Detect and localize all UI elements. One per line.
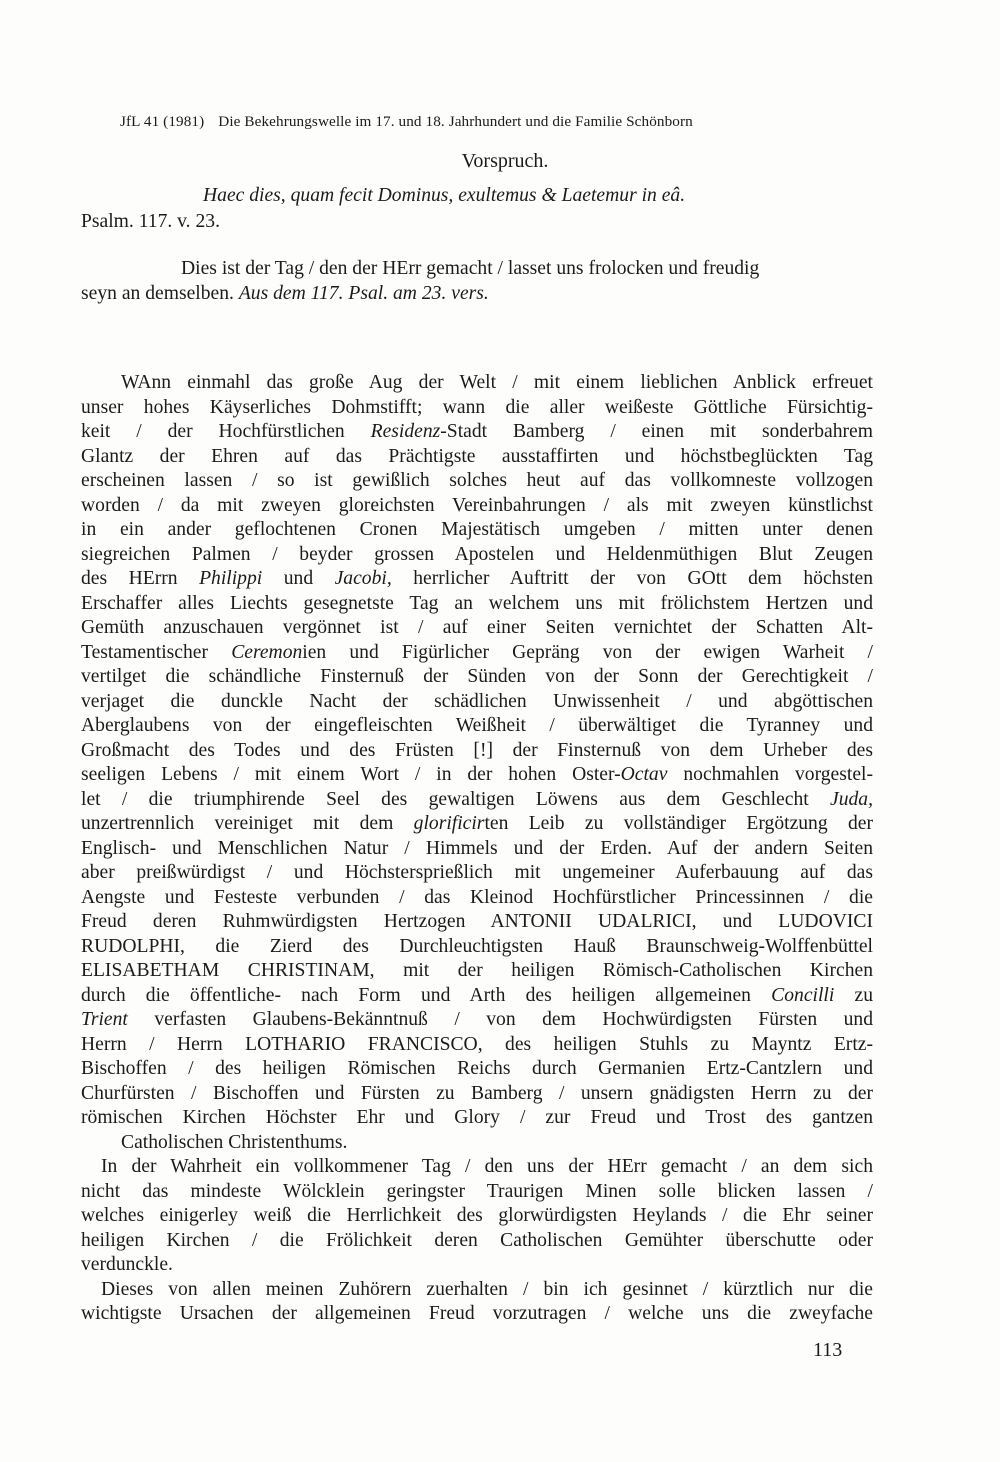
page-number: 113	[813, 1339, 843, 1361]
text-line: erscheinen lassen / so ist gewißlich solches heut auf das vollkomneste vollzogen	[81, 470, 873, 491]
text-line: in ein ander geflochtenen Cronen Majestätisch umgeben / mitten unter denen	[81, 519, 873, 540]
text-line: seeligen Lebens / mit einem Wort / in der hohen Oster-Octav nochmahlen vorgestel-	[81, 764, 873, 785]
text-line: Aberglaubens von der eingefleischten Weißheit / überwältiget die Tyranney und	[81, 715, 873, 736]
text-line: vertilget die schändliche Finsternuß der Sünden von der Sonn der Gerechtigkeit /	[81, 666, 873, 687]
text-line: unzertrennlich vereiniget mit dem glorificirten Leib zu vollständiger Ergötzung der	[81, 813, 873, 834]
text-line: heiligen Kirchen / die Frölichkeit deren Catholischen Gemühter überschutte oder	[81, 1230, 873, 1251]
text-line: Glantz der Ehren auf das Prächtigste ausstaffirten und höchstbeglückten Tag	[81, 446, 873, 467]
psalm-reference: Aus dem 117. Psal. am 23. vers.	[238, 283, 489, 304]
text-line: ELISABETHAM CHRISTINAM, mit der heiligen Römisch-Catholischen Kirchen	[81, 960, 873, 981]
text-line: Herrn / Herrn LOTHARIO FRANCISCO, des heiligen Stuhls zu Mayntz Ertz-	[81, 1034, 873, 1055]
text-line: Englisch- und Menschlichen Natur / Himmels und der Erden. Auf der andern Seiten	[81, 838, 873, 859]
text-line: Testamentischer Ceremonien und Figürlicher Gepräng von der ewigen Warheit /	[81, 642, 873, 663]
text-line: Aengste und Festeste verbunden / das Kleinod Hochfürstlicher Princessinnen / die	[81, 887, 873, 908]
text-line: let / die triumphirende Seel des gewaltigen Löwens aus dem Geschlecht Juda,	[81, 789, 873, 810]
running-head	[120, 113, 860, 131]
text-line: In der Wahrheit ein vollkommener Tag / den uns der HErr gemacht / an dem sich	[101, 1156, 873, 1177]
text-line: keit / der Hochfürstlichen Residenz-Stadt Bamberg / einen mit sonderbahrem	[81, 421, 873, 442]
text-line: Erschaffer alles Liechts gesegnetste Tag an welchem uns mit frölichstem Hertzen und	[81, 593, 873, 614]
text-line: Bischoffen / des heiligen Römischen Reichs durch Germanien Ertz-Cantzlern und	[81, 1058, 873, 1079]
text-line: Freud deren Ruhmwürdigsten Hertzogen ANTONII UDALRICI, und LUDOVICI	[81, 911, 873, 932]
text-line: Großmacht des Todes und des Früsten [!] der Finsternuß von dem Urheber des	[81, 740, 873, 761]
motto-latin: Haec dies, quam fecit Dominus, exultemus & Laetemur in eâ.	[203, 185, 686, 206]
text-line: welches einigerley weiß die Herrlichkeit des glorwürdigsten Heylands / die Ehr seiner	[81, 1205, 873, 1226]
text-line: durch die öffentliche- nach Form und Arth des heiligen allgemeinen Concilli zu	[81, 985, 874, 1006]
text-line: verjaget die dunckle Nacht der schädlichen Unwissenheit / und abgöttischen	[81, 691, 873, 712]
text-line: RUDOLPHI, die Zierd des Durchleuchtigsten Hauß Braunschweig-Wolffenbüttel	[81, 936, 873, 957]
text-line: worden / da mit zweyen gloreichsten Vereinbahrungen / als mit zweyen künstlichst	[81, 495, 873, 516]
text-line: Churfürsten / Bischoffen und Fürsten zu Bamberg / unsern gnädigsten Herrn zu der	[81, 1083, 873, 1104]
text-line: WAnn einmahl das große Aug der Welt / mit einem lieblichen Anblick erfreuet	[121, 372, 873, 393]
translation-line: seyn an demselben. Aus dem 117. Psal. am 23. vers.	[81, 283, 489, 304]
text-line: verdunckle.	[81, 1254, 173, 1275]
text-line: wichtigste Ursachen der allgemeinen Freud vorzutragen / welche uns die zweyfache	[81, 1303, 873, 1324]
text-line: unser hohes Käyserliches Dohmstifft; wann die aller weißeste Göttliche Fürsichtig-	[81, 397, 873, 418]
section-heading: Vorspruch.	[461, 150, 549, 172]
text-line: nicht das mindeste Wölcklein geringster Traurigen Minen solle blicken lassen /	[81, 1181, 873, 1202]
text-line: Catholischen Christenthums.	[121, 1132, 348, 1153]
text-line: Gemüth anzuschauen vergönnet ist / auf einer Seiten vernichtet der Schatten Alt-	[81, 617, 873, 638]
translation-line: Dies ist der Tag / den der HErr gemacht / lasset uns frolocken und freudig	[181, 258, 760, 279]
motto-reference: Psalm. 117. v. 23.	[81, 211, 220, 232]
text-line: des HErrn Philippi und Jacobi, herrlicher Auftritt der von GOtt dem höchsten	[81, 568, 874, 589]
text-line: Trient verfasten Glaubens-Bekänntnuß / von dem Hochwürdigsten Fürsten und	[81, 1009, 874, 1030]
running-head-title: Die Bekehrungswelle im 17. und 18. Jahrhundert und die Familie Schönborn	[218, 113, 693, 130]
text-line: aber preißwürdigst / und Höchstersprießlich mit ungemeiner Auferbauung auf das	[81, 862, 873, 883]
text-line: Dieses von allen meinen Zuhörern zuerhalten / bin ich gesinnet / kürztlich nur die	[101, 1279, 873, 1300]
journal-citation: JfL 41 (1981)	[120, 113, 205, 130]
text-line: siegreichen Palmen / beyder grossen Apostelen und Heldenmüthigen Blut Zeugen	[81, 544, 873, 565]
text-line: römischen Kirchen Höchster Ehr und Glory / zur Freud und Trost des gantzen	[81, 1107, 873, 1128]
